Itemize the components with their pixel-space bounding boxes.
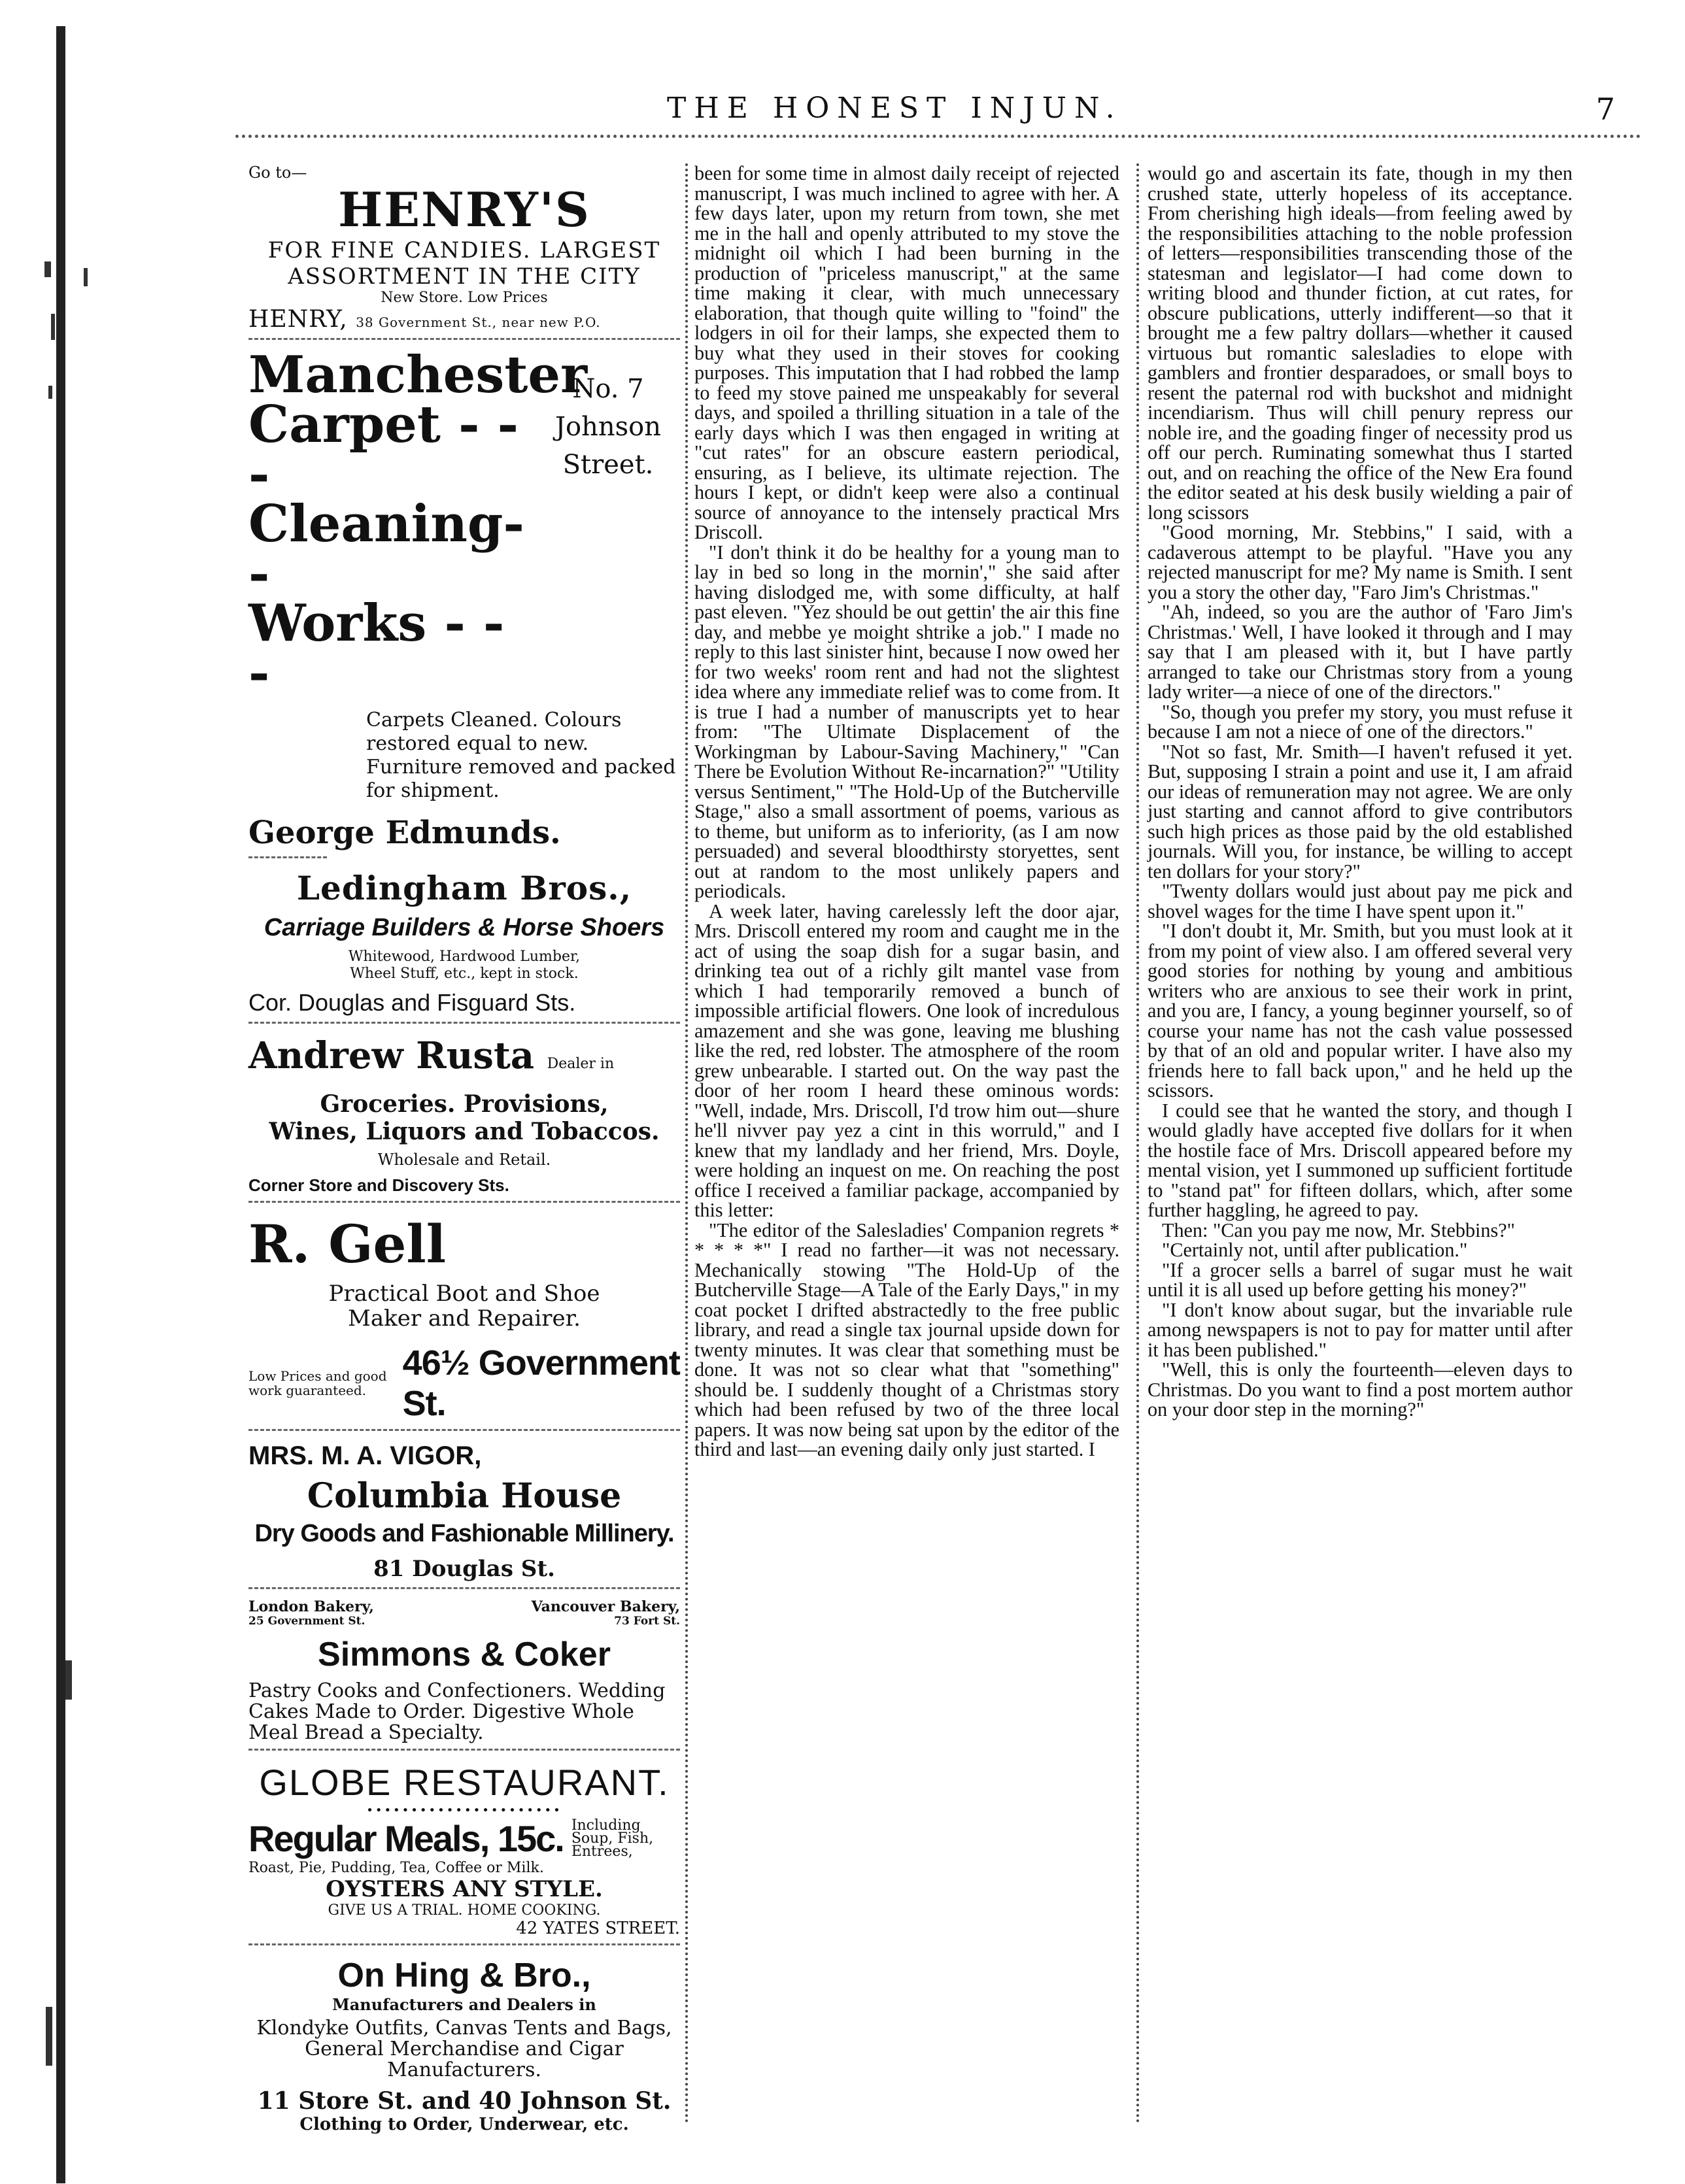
ad-onhing-body: Klondyke Outfits, Canvas Tents and Bags, General Merchandise and Cigar Manufacturers. xyxy=(256,2017,672,2081)
binding-mark xyxy=(51,314,55,340)
story-paragraph: "The editor of the Salesladies' Companion regrets * * * * *" I read no farther—it was not necessary. Mechanically stowing "The Hold-Up of the Butcherville Stage—A Tale of the Early Days," in my coat pocket I drifted abstractedly to the free public library, and read a single tax journal upside down for twenty minutes. It was clear that something must be done. It was not so clear what that "something" should be. I suddenly thought of a Christmas story which had been refused by two of the three local papers. It was now being sat upon by the editor of the third and last—an evening daily only just started. I xyxy=(694,1218,1119,1460)
binding-mark xyxy=(84,268,88,286)
ad-manchester-owner: George Edmunds. xyxy=(248,815,561,851)
ad-onhing-address: 11 Store St. and 40 Johnson St. xyxy=(257,2087,672,2115)
ad-ledingham-note: Whitewood, Hardwood Lumber, xyxy=(348,949,581,965)
header-rule xyxy=(235,135,1641,138)
ad-london-bakery-name: London Bakery, xyxy=(248,1598,374,1615)
ad-manchester-addr-line: Street. xyxy=(562,450,654,480)
running-title: THE HONEST INJUN. xyxy=(667,92,1123,125)
ad-henrys-note: New Store. Low Prices xyxy=(381,290,548,306)
ad-divider xyxy=(248,1587,680,1589)
ad-divider xyxy=(248,1201,680,1203)
ad-henrys-goto: Go to— xyxy=(248,163,307,182)
page-number: 7 xyxy=(1595,92,1615,127)
ad-henrys-addr-name: HENRY, xyxy=(248,306,348,333)
ad-onhing-sub: Manufacturers and Dealers in xyxy=(332,1995,596,2014)
ad-manchester-blurb: Carpets Cleaned. Colours restored equal to new. Furniture removed and packed for shipment. xyxy=(366,709,676,802)
ad-manchester-carpet xyxy=(248,345,680,858)
ad-globe-menu: Roast, Pie, Pudding, Tea, Coffee or Milk. xyxy=(248,1860,544,1876)
ad-henrys-tagline: ASSORTMENT IN THE CITY xyxy=(288,263,641,290)
ad-vigor-address: 81 Douglas St. xyxy=(373,1556,555,1582)
story-column-middle xyxy=(694,163,1119,2125)
ad-rusta-address: Corner Store and Discovery Sts. xyxy=(248,1175,509,1195)
ad-rusta-name-row xyxy=(248,1034,680,1077)
ad-vigor-house: Columbia House xyxy=(307,1476,622,1516)
column-rule xyxy=(685,163,688,2125)
ad-on-hing xyxy=(248,1956,680,2134)
ad-rusta-line: Wines, Liquors and Tobaccos. xyxy=(269,1118,660,1145)
story-paragraph: would go and ascertain its fate, though in my then crushed state, utterly hopeless of its acceptance. From cherishing high ideals—from feeling awed by the responsibilities attaching to the noble profession of letters—responsibilities transcending those of the statesman and legislator—I had come down to writing blood and thunder fiction, at cut rates, for obscure publications, utterly indifferent—so that it brought me a few paltry dollars—whether it caused virtuous but romantic salesladies to elope with gamblers and frontier desparadoes, or small boys to resent the paternal rod with buckshot and midnight incendiarism. Thus will chill penury repress our noble ire, and the goading finger of necessity prod us off our perch. Ruminating somewhat thus I started out, and on reaching the office of the New Era found the editor seated at his desk busily wielding a pair of long scissors xyxy=(1148,162,1573,524)
ad-simmons-name: Simmons & Coker xyxy=(318,1636,611,1673)
page-header xyxy=(235,85,1641,137)
ad-globe-address: 42 YATES STREET. xyxy=(516,1919,680,1938)
ad-henrys-addr-detail: 38 Government St., near new P.O. xyxy=(356,314,601,330)
story-paragraph: "I don't know about sugar, but the invariable rule among newspapers is not to pay for matter until after it has been published." xyxy=(1148,1298,1573,1361)
ad-simmons-blurb: Pastry Cooks and Confectioners. Wedding Cakes Made to Order. Digestive Whole Meal Bread a Specialty. xyxy=(248,1679,666,1744)
ad-ledingham-address: Cor. Douglas and Fisguard Sts. xyxy=(248,989,576,1016)
binding-mark xyxy=(44,261,51,277)
ad-rusta-note: Wholesale and Retail. xyxy=(377,1151,551,1169)
ad-vigor-name: MRS. M. A. VIGOR, xyxy=(248,1441,482,1470)
ad-globe-name: GLOBE RESTAURANT. xyxy=(259,1762,670,1803)
ad-manchester-line: Works - - - xyxy=(248,594,505,703)
ad-divider xyxy=(248,1749,680,1751)
ad-simmons-coker xyxy=(248,1600,680,1751)
ad-gell xyxy=(248,1213,680,1431)
ad-rusta-dealer: Dealer in xyxy=(547,1056,615,1072)
binding-mark xyxy=(48,386,52,399)
ad-onhing-tail: Clothing to Order, Underwear, etc. xyxy=(299,2115,629,2134)
ad-gell-trade: Maker and Repairer. xyxy=(348,1305,581,1332)
story-paragraph: "So, though you prefer my story, you must refuse it because I am not a niece of one of the directors." xyxy=(1148,700,1573,743)
column-rule xyxy=(1136,163,1139,2125)
ad-vigor xyxy=(248,1441,680,1589)
story-paragraph: "Good morning, Mr. Stebbins," I said, with a cadaverous attempt to be playful. "Have you any rejected manuscript for me? My name is Smith. I sent you a story the other day, "Faro Jim's Christmas." xyxy=(1148,521,1573,603)
ad-gell-name: R. Gell xyxy=(248,1213,447,1275)
story-paragraph: "I don't doubt it, Mr. Smith, but you must look at it from my point of view also. I am offered several very good stories for nothing by young and ambitious writers who are anxious to see their work in print, and you are, I fancy, a young beginner yourself, so of course your name has not the cash value possessed by that of an old and popular writer. I have also my friends here to fall back upon," and he held up the scissors. xyxy=(1148,920,1573,1101)
ad-ledingham xyxy=(248,869,680,1024)
ad-divider xyxy=(248,1429,680,1431)
ad-henrys-name: HENRY'S xyxy=(338,182,590,237)
story-paragraph: A week later, having carelessly left the door ajar, Mrs. Driscoll entered my room and caught me in the act of using the soap dish for a sugar basin, and drinking tea out of a richly gilt mantel vase from which I had temporarily removed a bunch of impossible artificial flowers. One look of incredulous amazement and she was gone, leaving me blushing like the red, red lobster. The atmosphere of the room grew unbearable. I started out. On the way past the door of her room I heard these ominous words: "Well, indade, Mrs. Driscoll, I'd trow him out—shure he'll nivver pay yez a cint in this worruld," and I knew that my landlady and her friend, Mrs. Doyle, were holding an inquest on me. On reaching the post office I received a familiar package, accompanied by this letter: xyxy=(694,899,1119,1221)
ad-london-bakery-address: 25 Government St. xyxy=(248,1615,366,1628)
ad-manchester-line: Carpet - - - xyxy=(248,395,519,504)
ad-manchester-title xyxy=(248,345,588,703)
ad-gell-note: Low Prices and good work guaranteed. xyxy=(248,1368,387,1398)
ad-ledingham-name: Ledingham Bros., xyxy=(296,869,632,907)
story-paragraph: I could see that he wanted the story, and though I would gladly have accepted five dollars for it when the hostile face of Mrs. Driscoll appeared before my mental vision, yet I summoned up sufficient fortitude to "stand pat" for fifteen dollars, which, after some further haggling, he agreed to pay. xyxy=(1148,1099,1573,1221)
ad-ledingham-note: Wheel Stuff, etc., kept in stock. xyxy=(350,966,579,982)
ad-manchester-line: Cleaning- - xyxy=(248,494,524,603)
ad-manchester-addr-line: Johnson xyxy=(554,412,661,442)
ad-globe-dots: •••••••••••••••••••••• xyxy=(366,1804,562,1817)
story-paragraph: "I don't think it do be healthy for a young man to lay in bed so long in the mornin'," she said after having dislodged me, with some difficulty, at half past eleven. "Yez should be out gettin' the air this fine day, and mebbe ye moight shtrike a job." I made no reply to this last sinister hint, because I now owed her for two weeks' room rent and had not the slightest idea where any immediate relief was to come from. It is true I had a number of manuscripts yet to hear from: "The Ultimate Displacement of the Workingman by Labour-Saving Machinery," "Can There be Evolution Without Re-incarnation?" "Utility versus Sentiment," "The Hold-Up of the Butcherville Stage," also a small assortment of poems, various as to theme, but uniform as to inferiority, (as I am now persuaded) and several bloodthirsty storyettes, sent out at random to the most unlikely papers and periodicals. xyxy=(694,541,1119,902)
ad-london-bakery xyxy=(248,1600,374,1628)
ad-globe-restaurant xyxy=(248,1761,680,1945)
ad-vigor-trade: Dry Goods and Fashionable Millinery. xyxy=(254,1520,674,1547)
ad-divider xyxy=(248,1022,680,1024)
ad-rusta-name: Andrew Rusta xyxy=(248,1034,535,1077)
ad-henrys-address xyxy=(248,306,680,333)
ad-onhing-name: On Hing & Bro., xyxy=(337,1957,591,1994)
ad-rusta-line: Groceries. Provisions, xyxy=(320,1090,609,1118)
story-paragraph: "Twenty dollars would just about pay me pick and shovel wages for the time I have spent upon it." xyxy=(1148,880,1573,922)
ad-vancouver-bakery-address: 73 Fort St. xyxy=(614,1615,680,1628)
ad-manchester-address xyxy=(536,350,680,698)
story-column-right xyxy=(1148,163,1573,2125)
ad-manchester-line: Manchester xyxy=(248,345,588,405)
story-paragraph: "Not so fast, Mr. Smith—I haven't refused it yet. But, supposing I strain a point and use it, I am afraid our ideas of remuneration may not agree. We are only just starting and cannot afford to give contributors such high prices as those paid by the old established journals. Will you, for instance, be willing to accept ten dollars for your story?" xyxy=(1148,740,1573,882)
advertisements-column xyxy=(248,163,680,2134)
ad-globe-includes: Including Soup, Fish, Entrees, xyxy=(571,1817,654,1860)
story-paragraph: been for some time in almost daily receipt of rejected manuscript, I was much inclined to agree with her. A few days later, upon my return from town, she met me in the hall and openly attributed to my stove the midnight oil which I had been burning in the production of "priceless manuscript," at the same time making it clear, with much unnecessary elaboration, that though quite willing to "foind" the lodgers in oil for their lamps, she expected them to buy what they used in their stoves for cooking purposes. This imputation that I had robbed the lamp to feed my stove pained me unspeakably for several days, and spoiled a thrilling situation in a tale of the early days which I was then engaged in writing at "cut rates" for an obscure eastern periodical, ensuring, as I believe, its ultimate rejection. The hours I kept, or didn't keep were also a continual source of annoyance to the intensely practical Mrs Driscoll. xyxy=(694,162,1119,543)
ad-divider xyxy=(248,856,327,858)
ad-ledingham-trade: Carriage Builders & Horse Shoers xyxy=(264,914,665,941)
binding-mark xyxy=(46,2007,52,2066)
ad-rusta xyxy=(248,1034,680,1203)
ad-vancouver-bakery xyxy=(532,1600,680,1628)
story-paragraph: "Certainly not, until after publication." xyxy=(1162,1239,1468,1261)
ad-gell-trade: Practical Boot and Shoe xyxy=(328,1281,600,1307)
ad-divider xyxy=(248,1943,680,1945)
ad-manchester-addr-line: No. 7 xyxy=(572,374,644,404)
ad-henrys-tagline: FOR FINE CANDIES. LARGEST xyxy=(267,237,661,263)
story-paragraph: "If a grocer sells a barrel of sugar must he wait until it is all used up before getting his money?" xyxy=(1148,1258,1573,1301)
ad-globe-meals: Regular Meals, 15c. xyxy=(248,1818,564,1859)
story-paragraph: Then: "Can you pay me now, Mr. Stebbins?" xyxy=(1162,1218,1515,1241)
story-paragraph: "Ah, indeed, so you are the author of 'Faro Jim's Christmas.' Well, I have looked it through and I may say that I am pleased with it, but I have partly arranged to take our Christmas story from a young lady writer—a niece of one of the directors." xyxy=(1148,601,1573,703)
binding-mark xyxy=(65,1660,72,1700)
ad-vancouver-bakery-name: Vancouver Bakery, xyxy=(531,1598,680,1615)
ad-divider xyxy=(248,338,680,340)
ad-globe-trial: GIVE US A TRIAL. HOME COOKING. xyxy=(328,1902,601,1919)
story-paragraph: "Well, this is only the fourteenth—eleven days to Christmas. Do you want to find a post mortem author on your door step in the morning?" xyxy=(1148,1358,1573,1420)
ad-gell-address: 46½ Government St. xyxy=(402,1343,680,1423)
ad-henrys xyxy=(248,163,680,340)
ad-globe-oysters: OYSTERS ANY STYLE. xyxy=(326,1876,603,1902)
binding-edge xyxy=(56,26,65,2183)
